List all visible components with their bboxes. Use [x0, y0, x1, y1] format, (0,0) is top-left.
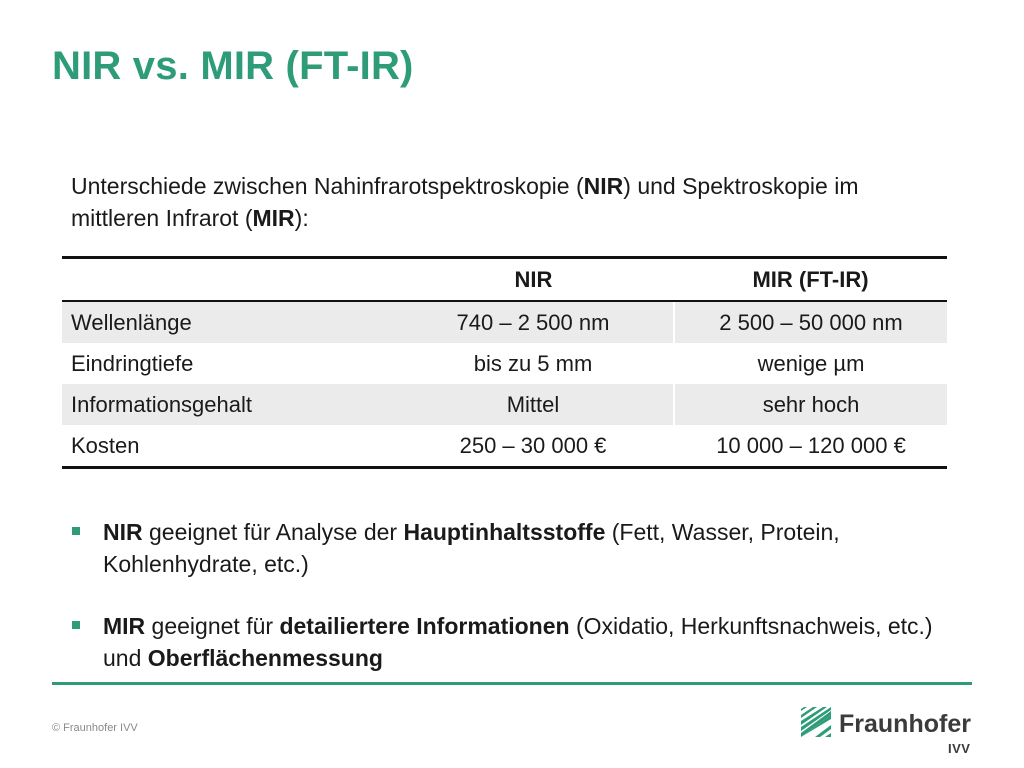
intro-part3: ): [294, 205, 309, 231]
nir-value: 740 – 2 500 nm [393, 301, 674, 343]
bullet-bold-term: NIR [103, 519, 143, 545]
copyright-text: © Fraunhofer IVV [52, 722, 138, 734]
table-row [62, 301, 947, 343]
mir-value: sehr hoch [674, 384, 947, 425]
logo-sub: IVV [948, 741, 971, 756]
bullet-text: geeignet für [145, 613, 280, 639]
square-bullet-icon [72, 621, 80, 629]
intro-part2: ) und Spektroskopie im mittleren Infrarot ( [71, 173, 859, 231]
nir-value: 250 – 30 000 € [459, 432, 607, 458]
bullet-item-mir [72, 610, 952, 674]
table-header-row [62, 258, 947, 302]
row-label: Wellenlänge [62, 301, 393, 343]
bullet-bold-term: detailiertere Informationen [279, 613, 570, 639]
bullet-item-nir [72, 516, 952, 580]
intro-nir: NIR [583, 173, 624, 199]
bullet-text: (Fett, Wasser, Protein, Kohlenhydrate, etc.) [103, 519, 840, 577]
nir-value: Mittel [393, 384, 674, 425]
footer-divider [52, 682, 972, 685]
intro-text [71, 170, 951, 234]
bullet-list [72, 516, 952, 704]
slide-title: NIR vs. MIR (FT-IR) [52, 44, 414, 88]
row-label: Informationsgehalt [62, 384, 393, 425]
bullet-bold-term: Oberflächenmessung [147, 645, 383, 671]
mir-value: wenige µm [674, 343, 947, 384]
comparison-table [62, 256, 947, 469]
mir-value: 10 000 – 120 000 € [674, 425, 947, 468]
header-empty [62, 258, 393, 302]
bullet-bold-term: Hauptinhaltsstoffe [403, 519, 606, 545]
table-row [62, 343, 947, 384]
mir-value: 2 500 – 50 000 nm [674, 301, 947, 343]
table-row [62, 425, 947, 468]
bullet-bold-term: MIR [103, 613, 146, 639]
fraunhofer-logo-icon [801, 707, 831, 737]
bullet-text: geeignet für Analyse der [142, 519, 404, 545]
header-nir: NIR [393, 258, 674, 302]
logo-name: Fraunhofer [839, 710, 971, 738]
square-bullet-icon [72, 527, 80, 535]
table-row [62, 384, 947, 425]
bullet-text: (Oxidatio, Herkunftsnachweis, etc.) und [103, 613, 933, 671]
fraunhofer-logo [801, 705, 981, 765]
row-label: Eindringtiefe [71, 350, 194, 376]
nir-value: bis zu 5 mm [473, 350, 593, 376]
intro-part1: Unterschiede zwischen Nahinfrarotspektroskopie ( [71, 173, 584, 199]
header-mir: MIR (FT-IR) [674, 258, 947, 302]
intro-mir: MIR [252, 205, 295, 231]
row-label: Kosten [71, 432, 140, 458]
